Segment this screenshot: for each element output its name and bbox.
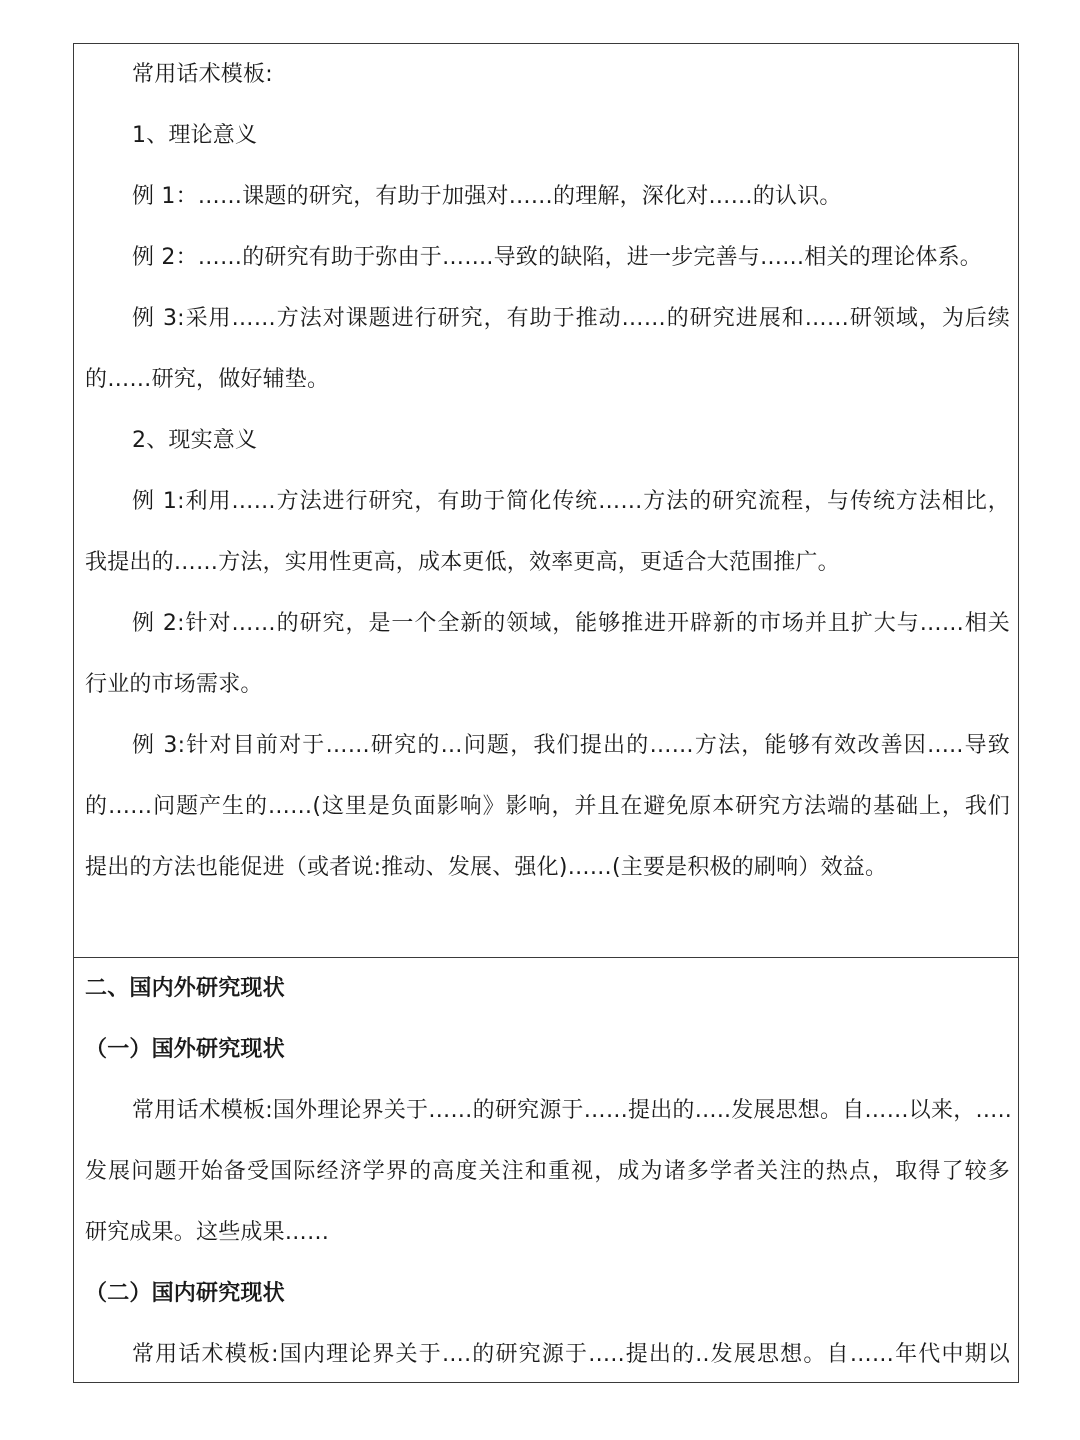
research-status-heading: 二、国内外研究现状 bbox=[85, 976, 285, 1001]
practical-example-3-line-3: 提出的方法也能促进（或者说:推动、发展、强化)……(主要是积极的刷响）效益。 bbox=[85, 855, 888, 880]
document-table bbox=[73, 43, 1019, 1383]
foreign-status-line-1: 常用话术模板:国外理论界关于……的研究源于……提出的…..发展思想。自……以来，….. bbox=[132, 1098, 1012, 1123]
theory-example-1: 例 1：……课题的研究，有助于加强对……的理解，深化对……的认识。 bbox=[132, 184, 842, 209]
theory-example-3-line-2: 的……研究，做好辅垫。 bbox=[85, 367, 330, 392]
practical-example-1-line-1: 例 1:利用……方法进行研究，有助于简化传统……方法的研究流程，与传统方法相比， bbox=[132, 489, 1010, 514]
foreign-status-heading: （一）国外研究现状 bbox=[85, 1037, 285, 1062]
domestic-status-line-1: 常用话术模板:国内理论界关于….的研究源于…..提出的..发展思想。自……年代中期以 bbox=[132, 1342, 1010, 1367]
practical-significance-heading: 2、现实意义 bbox=[132, 428, 258, 453]
practical-example-3-line-2: 的……问题产生的……(这里是负面影响》影响，并且在避免原本研究方法端的基础上，我们 bbox=[85, 794, 1010, 819]
theory-significance-heading: 1、理论意义 bbox=[132, 123, 258, 148]
template-title: 常用话术模板: bbox=[132, 62, 273, 87]
foreign-status-line-3: 研究成果。这些成果…… bbox=[85, 1220, 330, 1245]
research-significance-cell bbox=[74, 44, 1018, 958]
practical-example-1-line-2: 我提出的……方法，实用性更高，成本更低，效率更高，更适合大范围推广。 bbox=[85, 550, 840, 575]
practical-example-2-line-2: 行业的市场需求。 bbox=[85, 672, 263, 697]
theory-example-2: 例 2：……的研究有助于弥由于…….导致的缺陷，进一步完善与……相关的理论体系。 bbox=[132, 245, 982, 270]
foreign-status-line-2: 发展问题开始备受国际经济学界的高度关注和重视，成为诸多学者关注的热点，取得了较多 bbox=[85, 1159, 1010, 1184]
domestic-status-heading: （二）国内研究现状 bbox=[85, 1281, 285, 1306]
research-status-cell bbox=[74, 958, 1018, 1382]
practical-example-3-line-1: 例 3:针对目前对于……研究的…问题，我们提出的……方法，能够有效改善因…..导致 bbox=[132, 733, 1010, 758]
theory-example-3-line-1: 例 3:采用……方法对课题进行研究，有助于推动……的研究进展和……研领域，为后续 bbox=[132, 306, 1010, 331]
practical-example-2-line-1: 例 2:针对……的研究，是一个全新的领域，能够推进开辟新的市场并且扩大与……相关 bbox=[132, 611, 1010, 636]
